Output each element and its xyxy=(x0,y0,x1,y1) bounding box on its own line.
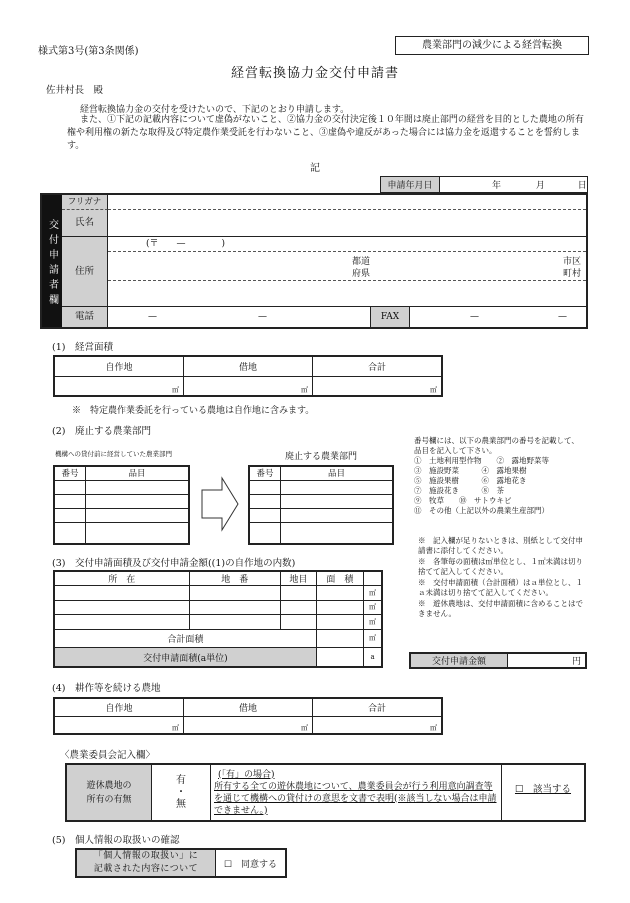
s2-right-cell[interactable] xyxy=(249,494,281,508)
s2-legend-item: ① 土地利用型作物 ② 露地野菜等 xyxy=(414,456,549,465)
section4-table xyxy=(53,697,443,735)
s3-note: ※ 遊休農地は、交付申請面積に含めることはできません。 xyxy=(418,599,583,618)
s3-note: ※ 記入欄が足りないときは、別紙として交付申請書に添付してください。 xyxy=(418,536,583,555)
committee-checkbox[interactable]: ☐ 該当する xyxy=(502,764,586,821)
section3-table xyxy=(53,570,383,668)
s2-legend-item: ⑪ その他（上記以外の農業生産部門） xyxy=(414,506,549,515)
postal-field[interactable] xyxy=(108,237,586,252)
s3-cell[interactable] xyxy=(281,600,317,615)
section1-table xyxy=(53,355,443,397)
s2-legend xyxy=(414,436,586,516)
applicant-side-label: 交付申請者欄 xyxy=(42,195,62,327)
s2-right-cell[interactable] xyxy=(281,508,394,522)
s2-left-caption: 機構への貸付前に経営していた農業部門 xyxy=(55,450,172,458)
date-field[interactable] xyxy=(440,177,588,193)
section5-heading: (5) 個人情報の取扱いの確認 xyxy=(52,835,180,846)
form-number: 様式第3号(第3条関係) xyxy=(38,46,139,57)
s3-unit: ㎡ xyxy=(364,615,382,630)
s2-right-cell[interactable] xyxy=(281,480,394,494)
s2-left-table xyxy=(53,465,190,545)
month-label: 月 xyxy=(535,181,545,191)
s2-right-caption: 廃止する農業部門 xyxy=(284,452,357,462)
address-field[interactable] xyxy=(108,252,586,281)
s2-right-col-item: 品目 xyxy=(281,466,394,480)
page-title: 経営転換協力金交付申請書 xyxy=(230,66,399,81)
section1-heading: (1) 経営面積 xyxy=(52,342,113,353)
s2-left-cell[interactable] xyxy=(54,523,86,544)
s3-cell[interactable] xyxy=(189,586,280,601)
fax-field[interactable]: — — xyxy=(470,312,567,322)
s1-total-field[interactable]: ㎡ xyxy=(313,376,443,396)
s2-right-cell[interactable] xyxy=(249,508,281,522)
s2-right-table xyxy=(248,465,394,545)
s3-unit: ㎡ xyxy=(364,629,382,648)
s2-legend-item: ⑨ 牧草 ⑩ サトウキビ xyxy=(414,496,512,505)
s2-right-cell[interactable] xyxy=(249,480,281,494)
section2-heading: (2) 廃止する農業部門 xyxy=(52,426,151,437)
s2-left-col-item: 品目 xyxy=(86,466,190,480)
s2-left-cell[interactable] xyxy=(54,480,86,494)
section3-heading: (3) 交付申請面積及び交付申請金額((1)の自作地の内数) xyxy=(52,558,296,569)
s3-total-area-field[interactable] xyxy=(316,629,363,648)
postal-label: (〒 — ) xyxy=(146,239,226,249)
s5-label: 「個人情報の取扱い」に 記載された内容について xyxy=(76,849,216,877)
section1-note: ※ 特定農作業委託を行っている農地は自作地に含みます。 xyxy=(72,406,315,416)
phone-field[interactable]: — — xyxy=(108,307,371,327)
s3-cell[interactable] xyxy=(281,615,317,630)
s3-unit: ㎡ xyxy=(364,600,382,615)
committee-case-text: (「有」の場合) 所有する全ての遊休農地について、農業委員会が行う利用意向調査等を通じて機構への貸付けの意思を文書で表明(※該当しない場合は申請できません。) xyxy=(211,764,502,821)
day-label: 日 xyxy=(577,181,587,191)
s3-amount-label: 交付申請金額 xyxy=(410,653,508,668)
city-1: 市区 xyxy=(563,257,582,267)
s3-cell[interactable] xyxy=(54,615,189,630)
intro-line-1: 経営転換協力金の交付を受けたいので、下記のとおり申請します。 xyxy=(80,105,350,115)
s3-amount-field[interactable]: 円 xyxy=(508,653,587,668)
todofuken-1: 都道 xyxy=(352,257,371,267)
name-label: 氏名 xyxy=(62,210,108,237)
date-label: 申請年月日 xyxy=(381,177,440,193)
s3-col-lot: 地 番 xyxy=(189,571,280,586)
furigana-label: フリガナ xyxy=(62,195,108,210)
s2-right-cell[interactable] xyxy=(281,523,394,544)
todofuken-2: 府県 xyxy=(352,269,371,279)
s3-apply-area-label: 交付申請面積(a単位) xyxy=(54,648,316,667)
s1-col-own: 自作地 xyxy=(54,356,184,376)
application-date-row xyxy=(380,176,588,193)
committee-table xyxy=(65,763,586,822)
s3-amount-table xyxy=(409,652,587,669)
section5-table xyxy=(75,848,287,878)
s3-cell[interactable] xyxy=(189,600,280,615)
committee-label: 遊休農地の 所有の有無 xyxy=(66,764,152,821)
s3-col-landtype: 地目 xyxy=(281,571,317,586)
s2-right-cell[interactable] xyxy=(281,494,394,508)
s3-note: ※ 交付申請面積（合計面積）はａ単位とし、１ａ未満は切り捨てて記入してください。 xyxy=(418,578,583,597)
s3-col-location: 所 在 xyxy=(54,571,189,586)
s2-left-cell[interactable] xyxy=(86,523,190,544)
addressee: 佐井村長 殿 xyxy=(46,85,104,96)
s3-cell[interactable] xyxy=(54,600,189,615)
address-label: 住所 xyxy=(62,237,108,307)
s2-legend-item: ⑤ 施設果樹 ⑥ 露地花き xyxy=(414,476,527,485)
s4-total-field[interactable]: ㎡ xyxy=(313,716,443,734)
s3-unit: ㎡ xyxy=(364,586,382,601)
s3-col-area: 面 積 xyxy=(316,571,363,586)
s5-consent-checkbox[interactable]: ☐ 同意する xyxy=(216,849,287,877)
s3-unit-a: a xyxy=(364,648,382,667)
s4-col-total: 合計 xyxy=(313,698,443,716)
committee-heading: 〈農業委員会記入欄〉 xyxy=(60,750,156,761)
s1-own-field[interactable]: ㎡ xyxy=(54,376,184,396)
year-label: 年 xyxy=(492,181,502,191)
s4-col-lease: 借地 xyxy=(184,698,313,716)
arrow-right-icon xyxy=(200,476,240,532)
s1-col-lease: 借地 xyxy=(184,356,313,376)
section4-heading: (4) 耕作等を続ける農地 xyxy=(52,683,161,694)
s3-cell[interactable] xyxy=(316,615,363,630)
s2-left-cell[interactable] xyxy=(86,508,190,522)
s2-left-cell[interactable] xyxy=(86,480,190,494)
s2-right-col-no: 番号 xyxy=(249,466,281,480)
s4-own-field[interactable]: ㎡ xyxy=(54,716,184,734)
s1-col-total: 合計 xyxy=(313,356,443,376)
address-field-2[interactable] xyxy=(108,281,586,307)
committee-yes-no[interactable]: 有 ・ 無 xyxy=(152,764,211,821)
s2-left-cell[interactable] xyxy=(86,494,190,508)
fax-label: FAX xyxy=(371,307,410,327)
s2-legend-item: ③ 施設野菜 ④ 露地果樹 xyxy=(414,466,527,475)
s2-legend-item: ⑦ 施設花き ⑧ 茶 xyxy=(414,486,504,495)
ki-label: 記 xyxy=(310,163,320,174)
s1-lease-field[interactable]: ㎡ xyxy=(184,376,313,396)
s2-legend-intro: 番号欄には、以下の農業部門の番号を記載して、品目を記入して下さい。 xyxy=(414,436,579,455)
s3-cell[interactable] xyxy=(281,586,317,601)
intro-line-2: また、①下記の記載内容について虚偽がないこと、②協力金の交付決定後１０年間は廃止部門の経営を目的とした農地の所有権や利用権の新たな取得及び特定農作業受託を行わないこと、③虚偽や違反があった場合には協力金を返還することを誓約します。 xyxy=(67,115,584,151)
s2-left-col-no: 番号 xyxy=(54,466,86,480)
name-field[interactable] xyxy=(108,210,586,237)
city-2: 町村 xyxy=(563,269,582,279)
s4-lease-field[interactable]: ㎡ xyxy=(184,716,313,734)
s4-col-own: 自作地 xyxy=(54,698,184,716)
phone-label: 電話 xyxy=(62,307,108,327)
s3-apply-area-field[interactable] xyxy=(316,648,363,667)
applicant-table xyxy=(40,193,588,329)
s3-notes xyxy=(418,536,586,619)
s3-note: ※ 各筆毎の面積は㎡単位とし、１㎡未満は切り捨てて記入してください。 xyxy=(418,557,583,576)
s3-cell[interactable] xyxy=(54,586,189,601)
s2-left-cell[interactable] xyxy=(54,508,86,522)
s3-total-area-label: 合計面積 xyxy=(54,629,316,648)
furigana-field[interactable] xyxy=(108,195,586,210)
s2-left-cell[interactable] xyxy=(54,494,86,508)
s3-cell[interactable] xyxy=(316,586,363,601)
s2-right-cell[interactable] xyxy=(249,523,281,544)
s3-cell[interactable] xyxy=(189,615,280,630)
s3-cell[interactable] xyxy=(316,600,363,615)
category-box: 農業部門の減少による経営転換 xyxy=(395,36,589,55)
